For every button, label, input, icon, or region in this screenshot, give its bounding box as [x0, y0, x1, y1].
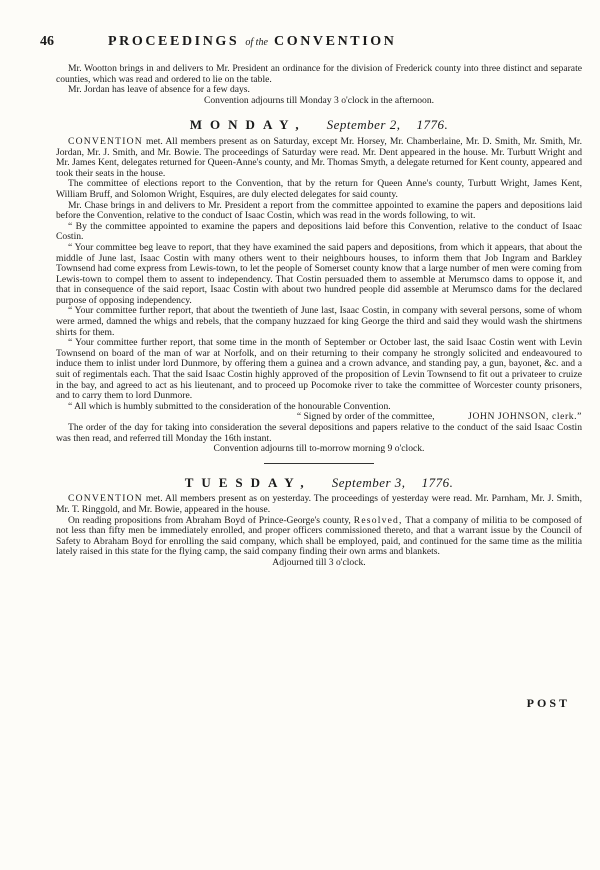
paragraph-text: On reading propositions from Abraham Boyd of Prince-George's county, — [68, 514, 354, 526]
paragraph: “ All which is humbly submitted to the consideration of the honourable Convention. — [68, 400, 391, 412]
resolved-word: Resolved, — [353, 514, 403, 526]
adjournment: Adjourned till 3 o'clock. — [272, 556, 366, 568]
paragraph — [56, 516, 582, 558]
paragraph — [56, 494, 582, 515]
day-name: TUESDAY, — [184, 474, 312, 490]
running-title — [108, 34, 396, 50]
page-body — [56, 64, 582, 569]
signature-name: JOHN JOHNSON, clerk.” — [468, 411, 582, 423]
paragraph: Mr. Wootton brings in and delivers to Mr. President an ordinance for the division of Frederick county into three distinct and separate counties, which was read and ordered to lie on the table. — [56, 63, 582, 85]
day-year: 1776. — [421, 474, 454, 490]
paragraph: “ Your committee further report, that some time in the month of September or October last, the said Isaac Costin went with Levin Townsend on board of the man of war at Norfolk, and on their returning to their company he strongly solicited and endeavoured to induce them to inlist under lord Dunmore, by offering them a guinea and a crown advance, and standing pay, a gun, bayonet, &c. and a suit of regimentals each. That the said Isaac Costin highly approved of the proposition of Levin Townsend to fit out a privateer to cruize in the bay, and agreed to act as his lieutenant, and to proceed up Pocomoke river to take the committee of Worcester county prisoners, and to carry them to lord Dunmore. — [56, 337, 582, 402]
lead-word: CONVENTION — [68, 493, 143, 505]
title-right: CONVENTION — [274, 34, 397, 49]
day-year: 1776. — [416, 117, 449, 133]
paragraph: “ By the committee appointed to examine the papers and depositions laid before this Convention, relative to the conduct of Isaac Costin. — [56, 220, 582, 243]
title-left: PROCEEDINGS — [108, 34, 240, 49]
paragraph-text: met. All members present as on Saturday, except Mr. Horsey, Mr. Chamberlaine, Mr. D. Smith, Mr. Smith, Mr. Jordan, Mr. J. Smith, and Mr. Bowie. The proceedings of Saturday were read. Mr. Dent appeared in the house. Mr. Turbutt Wright and Mr. James Kent, delegates returned for Queen-Anne's county, and Mr. Thomas Smyth, a delegate returned for Kent county, appeared and took their seats in the house. — [56, 135, 582, 179]
catchword: POST — [526, 696, 570, 710]
page-number: 46 — [40, 34, 54, 49]
adjournment: Convention adjourns till Monday 3 o'clock in the afternoon. — [203, 94, 435, 106]
paragraph: Mr. Chase brings in and delivers to Mr. President a report from the committee appointed to examine the papers and depositions laid before the Convention, relative to the conduct of Isaac Costin, which was read in the words following, to wit. — [56, 199, 582, 222]
paragraph: “ Your committee beg leave to report, that they have examined the said papers and depositions, from which it appears, that about the middle of June last, Isaac Costin with many others went to their neighbours houses, to inform them that Job Ingram and Barkley Townsend had come express from Lewis-town, to let the people of Somerset county know that a large number of men were coming from Lewis-town to compel them to assent to independency. That Costin persuaded them to assemble at Merumsco dams to oppose it, and that in consequence of the said report, Isaac Costin with about two hundred people did assemble at Merumsco dams for the declared purpose of opposing independency. — [56, 241, 582, 306]
day-heading-monday — [56, 117, 582, 133]
paragraph-text: That a company of militia to be composed of not less than fifty men be immediately enrolled, and proper officers commissioned thereto, and that a warrant issue by the Council of Safety to Abraham Boyd for enrolling the said company, which shall be employed, paid, and continued for the same time as the militia lately raised in this state for the flying camp, the said company finding their own arms and blankets. — [56, 514, 582, 558]
day-date: September 2, — [326, 117, 401, 133]
paragraph: The order of the day for taking into consideration the several depositions and papers relative to the conduct of the said Isaac Costin was then read, and referred till Monday the 16th instant. — [56, 422, 582, 444]
paragraph — [56, 137, 582, 179]
day-heading-tuesday — [56, 474, 582, 490]
lead-word: CONVENTION — [68, 135, 143, 147]
day-date: September 3, — [331, 474, 406, 490]
paragraph: Mr. Jordan has leave of absence for a few days. — [68, 84, 250, 96]
divider-rule — [264, 463, 374, 464]
paragraph-text: met. All members present as on yesterday. The proceedings of yesterday were read. Mr. Parnham, Mr. J. Smith, Mr. T. Ringgold, and Mr. Bowie, appeared in the house. — [56, 493, 582, 515]
paragraph: “ Your committee further report, that about the twentieth of June last, Isaac Costin, in company with several persons, some of whom were armed, damned the whigs and rebels, that the company huzzaed for king George the third and said they would wash the shirtmens shirts for them. — [56, 305, 582, 338]
adjournment: Convention adjourns till to-morrow morning 9 o'clock. — [213, 443, 425, 455]
paragraph: The committee of elections report to the Convention, that by the return for Queen Anne's county, Turbutt Wright, James Kent, William Bruff, and Solomon Wright, Esquires, are duly elected delegates for said county. — [56, 178, 582, 200]
signature-text: “ Signed by order of the committee, — [296, 411, 435, 423]
day-name: MONDAY, — [189, 117, 307, 133]
title-of: of the — [245, 37, 268, 48]
